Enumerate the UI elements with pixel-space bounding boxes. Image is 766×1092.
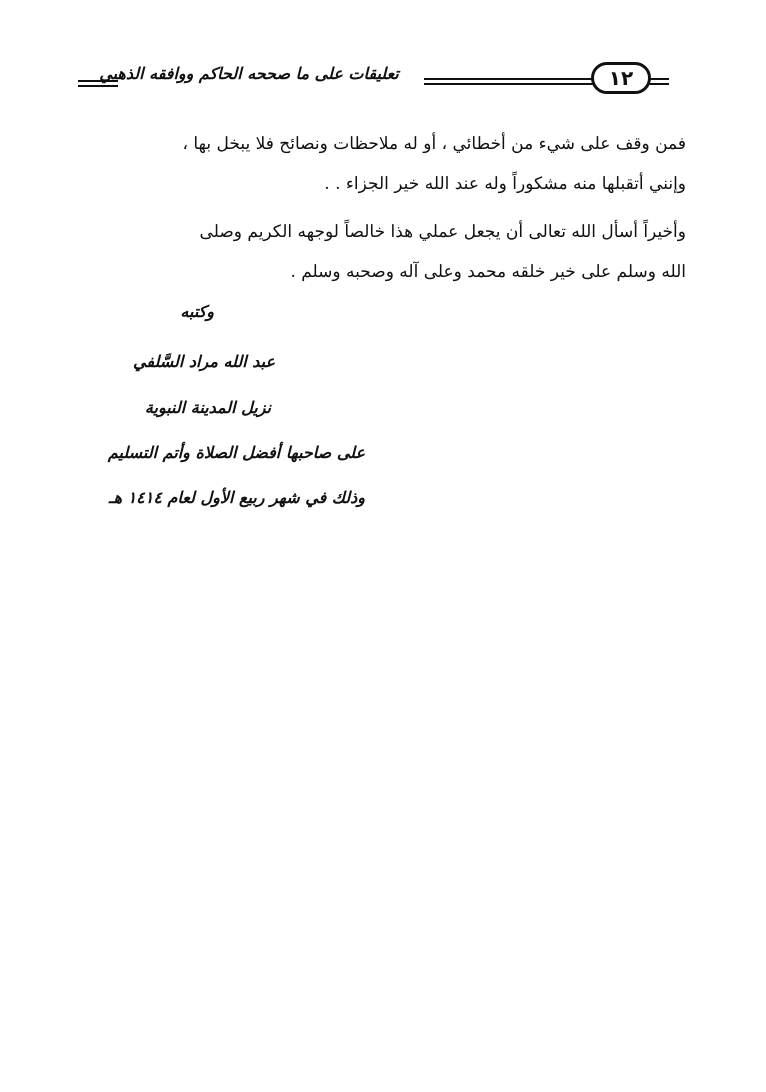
paragraph-line: وأخيراً أسأل الله تعالى أن يجعل عملي هذا خالصاً لوجهه الكريم وصلى bbox=[199, 222, 686, 242]
paragraph-line: فمن وقف على شيء من أخطائي ، أو له ملاحظات ونصائح فلا يبخل بها ، bbox=[182, 134, 686, 154]
paragraph-feedback bbox=[86, 124, 686, 204]
signature-residence: نزيل المدينة النبوية bbox=[144, 398, 271, 417]
page-number: ١٢ bbox=[591, 62, 651, 94]
paragraph-line: وإنني أتقبلها منه مشكوراً وله عند الله خير الجزاء . . bbox=[324, 174, 686, 194]
signature-wrote: وكتبه bbox=[180, 302, 214, 321]
signature-name: عبد الله مراد السَّلفي bbox=[133, 352, 275, 371]
header-rule-right bbox=[659, 78, 669, 85]
paragraph-closing-prayer bbox=[80, 212, 686, 292]
signature-date: وذلك في شهر ربيع الأول لعام ١٤١٤ هـ bbox=[108, 488, 365, 507]
header-title: تعليقات على ما صححه الحاكم ووافقه الذهبي bbox=[99, 64, 399, 83]
running-header bbox=[72, 58, 672, 98]
paragraph-line: الله وسلم على خير خلقه محمد وعلى آله وصحبه وسلم . bbox=[290, 262, 686, 282]
signature-blessing: على صاحبها أفضل الصلاة وأتم التسليم bbox=[107, 443, 365, 462]
